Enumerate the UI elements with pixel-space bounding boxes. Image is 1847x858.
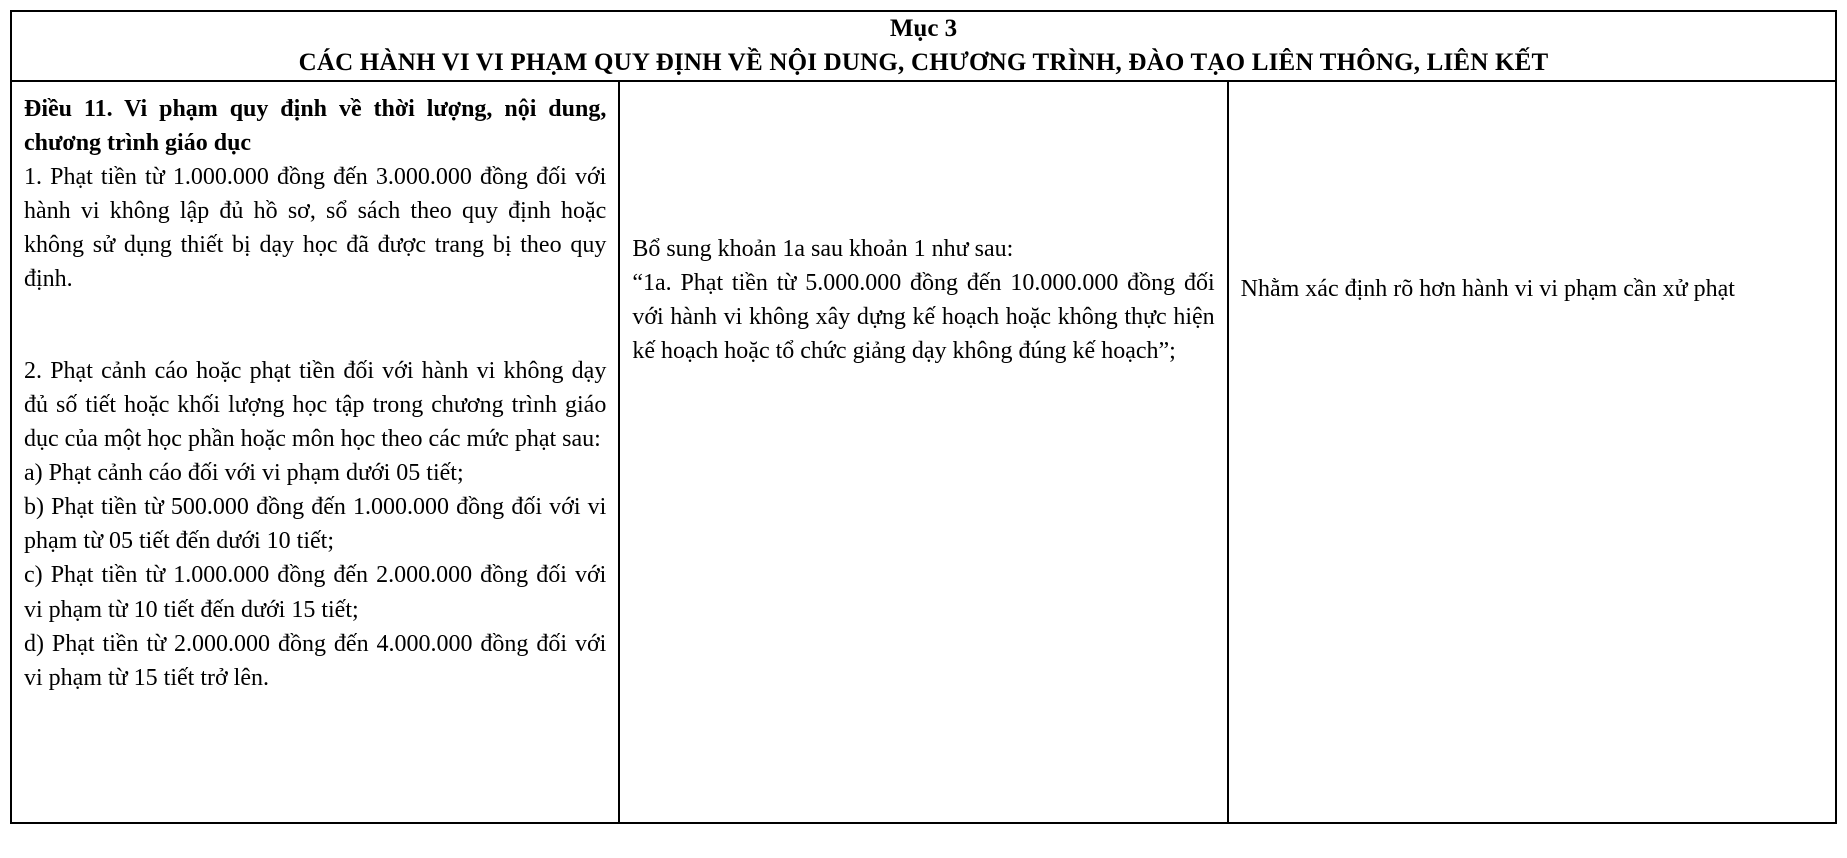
clause-2-point-a: a) Phạt cảnh cáo đối với vi phạm dưới 05 tiết; [24, 460, 464, 487]
clause-2-intro: 2. Phạt cảnh cáo hoặc phạt tiền đối với hành vi không dạy đủ số tiết hoặc khối lượng học tập trong chương trình giáo dục của một học phần hoặc môn học theo các mức phạt sau: [24, 357, 607, 453]
clause-2-point-b: b) Phạt tiền từ 500.000 đồng đến 1.000.000 đồng đối với vi phạm từ 05 tiết đến dưới 10 tiết; [24, 494, 607, 555]
table-header-row [11, 11, 1836, 81]
clause-2-point-c: c) Phạt tiền từ 1.000.000 đồng đến 2.000.000 đồng đối với vi phạm từ 10 tiết đến dưới 15 tiết; [24, 562, 607, 623]
paragraph-spacer [24, 296, 606, 354]
clause-1: 1. Phạt tiền từ 1.000.000 đồng đến 3.000.000 đồng đối với hành vi không lập đủ hồ sơ, sổ sách theo quy định hoặc không sử dụng thiết bị dạy học đã được trang bị theo quy định. [24, 163, 607, 292]
current-regulation-body [12, 82, 618, 822]
section-label: Mục 3 [889, 15, 958, 42]
amendment-body [620, 82, 1226, 822]
clause-2-point-d: d) Phạt tiền từ 2.000.000 đồng đến 4.000.000 đồng đối với vi phạm từ 15 tiết trở lên. [24, 630, 607, 691]
column-amendment [619, 81, 1227, 823]
column-reason [1228, 81, 1836, 823]
table-row [11, 81, 1836, 823]
reason-body [1229, 82, 1835, 822]
regulation-comparison-table [10, 10, 1837, 824]
amendment-text: “1a. Phạt tiền từ 5.000.000 đồng đến 10.000.000 đồng đối với hành vi không xây dựng kế hoạch hoặc không thực hiện kế hoạch hoặc tổ chức giảng dạy không đúng kế hoạch”; [632, 269, 1215, 364]
reason-text: Nhằm xác định rõ hơn hành vi vi phạm cần xử phạt [1240, 275, 1735, 302]
column-current-regulation [11, 81, 619, 823]
section-title: CÁC HÀNH VI VI PHẠM QUY ĐỊNH VỀ NỘI DUNG, CHƯƠNG TRÌNH, ĐÀO TẠO LIÊN THÔNG, LIÊN KẾT [298, 48, 1549, 76]
amendment-intro: Bổ sung khoản 1a sau khoản 1 như sau: [632, 235, 1014, 262]
table-header-cell [11, 11, 1836, 81]
article-title: Điều 11. Vi phạm quy định về thời lượng, nội dung, chương trình giáo dục [24, 95, 607, 156]
